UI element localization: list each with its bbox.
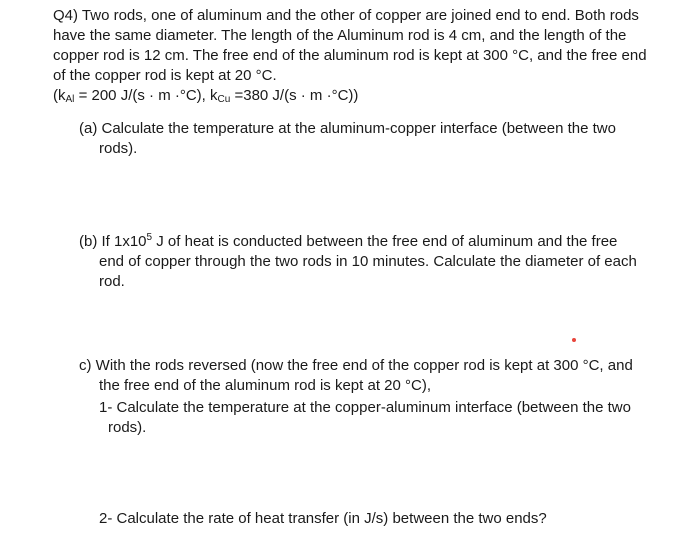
question-line-2: have the same diameter. The length of the Aluminum rod is 4 cm, and the length of the [53, 27, 627, 44]
question-intro [53, 6, 683, 110]
part-c [79, 356, 679, 396]
constants-open: (k [53, 87, 66, 104]
part-c-line-2: the free end of the aluminum rod is kept at 20 °C), [99, 377, 432, 394]
part-c-subquestion-1 [99, 398, 679, 438]
part-b-line-1 [79, 228, 669, 252]
part-c-subquestion-2: 2- Calculate the rate of heat transfer (in J/s) between the two ends? [99, 510, 547, 527]
part-b-line-1-post: J of heat is conducted between the free end of aluminum and the free [152, 233, 618, 250]
red-dot-marker [572, 338, 576, 342]
part-b-line-1-pre: (b) If 1x10 [79, 233, 147, 250]
k-cu-subscript: Cu [217, 94, 231, 105]
part-b-line-2: end of copper through the two rods in 10 minutes. Calculate the diameter of each [99, 253, 637, 270]
exponent-superscript: 5 [146, 232, 153, 243]
part-a [79, 119, 639, 159]
part-b-line-3: rod. [99, 273, 125, 290]
part-c-sub1-line-2: rods). [108, 419, 147, 436]
part-c-sub1-line-1: 1- Calculate the temperature at the copper-aluminum interface (between the two [99, 399, 631, 416]
part-b [79, 228, 669, 292]
question-line-4: of the copper rod is kept at 20 °C. [53, 67, 277, 84]
k-al-subscript: Al [65, 94, 75, 105]
question-line-3: copper rod is 12 cm. The free end of the aluminum rod is kept at 300 °C, and the free end [53, 47, 647, 64]
part-c-line-1: c) With the rods reversed (now the free end of the copper rod is kept at 300 °C, and [79, 357, 633, 374]
part-a-line-1: (a) Calculate the temperature at the aluminum-copper interface (between the two [79, 120, 616, 137]
k-al-value: = 200 J/(s · m ·°C), k [74, 87, 218, 104]
question-line-1: Q4) Two rods, one of aluminum and the other of copper are joined end to end. Both rods [53, 7, 639, 24]
k-cu-value: =380 J/(s · m ·°C)) [230, 87, 359, 104]
part-a-line-2: rods). [99, 140, 138, 157]
constants-line [53, 86, 683, 110]
